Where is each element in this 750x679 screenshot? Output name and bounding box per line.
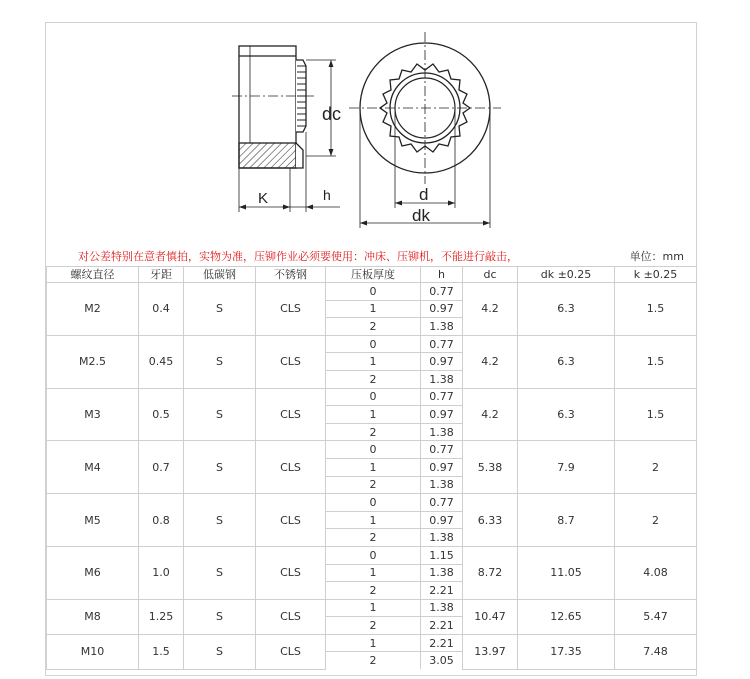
cell-steel: S xyxy=(184,441,256,494)
cell-h: 0.97 xyxy=(421,511,463,529)
cell-stainless: CLS xyxy=(256,494,326,547)
cell-thread: M6 xyxy=(47,546,139,599)
cell-k: 5.47 xyxy=(615,599,697,634)
cell-steel: S xyxy=(184,494,256,547)
cell-dc: 8.72 xyxy=(463,546,518,599)
cell-h: 1.38 xyxy=(421,476,463,494)
cell-plate-thickness: 0 xyxy=(326,335,421,353)
cell-pitch: 0.8 xyxy=(139,494,184,547)
table-row xyxy=(47,494,697,512)
column-header: 牙距 xyxy=(139,267,184,283)
table-row xyxy=(47,388,697,406)
cell-h: 1.38 xyxy=(421,564,463,582)
table-row xyxy=(47,441,697,459)
cell-plate-thickness: 2 xyxy=(326,423,421,441)
cell-k: 2 xyxy=(615,494,697,547)
cell-plate-thickness: 2 xyxy=(326,652,421,669)
cell-plate-thickness: 0 xyxy=(326,283,421,301)
unit-label: 单位：mm xyxy=(629,250,684,263)
cell-steel: S xyxy=(184,546,256,599)
cell-plate-thickness: 2 xyxy=(326,370,421,388)
cell-dk: 8.7 xyxy=(518,494,615,547)
cell-plate-thickness: 2 xyxy=(326,476,421,494)
column-header: dc xyxy=(463,267,518,283)
cell-h: 0.97 xyxy=(421,458,463,476)
cell-k: 2 xyxy=(615,441,697,494)
cell-plate-thickness: 1 xyxy=(326,599,421,617)
cell-pitch: 1.5 xyxy=(139,634,184,669)
cell-dc: 6.33 xyxy=(463,494,518,547)
column-header: 低碳钢 xyxy=(184,267,256,283)
cell-dc: 13.97 xyxy=(463,634,518,669)
cell-plate-thickness: 1 xyxy=(326,511,421,529)
cell-dk: 17.35 xyxy=(518,634,615,669)
technical-drawing xyxy=(46,23,696,245)
cell-k: 1.5 xyxy=(615,335,697,388)
cell-stainless: CLS xyxy=(256,546,326,599)
cell-plate-thickness: 0 xyxy=(326,441,421,459)
table-row xyxy=(47,546,697,564)
table-header-row xyxy=(47,267,697,283)
label-dc: dc xyxy=(322,104,342,124)
cell-stainless: CLS xyxy=(256,283,326,336)
cell-k: 7.48 xyxy=(615,634,697,669)
cell-h: 3.05 xyxy=(421,652,463,669)
column-header: 螺纹直径 xyxy=(47,267,139,283)
cell-plate-thickness: 1 xyxy=(326,300,421,318)
cell-steel: S xyxy=(184,634,256,669)
cell-plate-thickness: 1 xyxy=(326,353,421,371)
cell-pitch: 0.4 xyxy=(139,283,184,336)
cell-pitch: 1.25 xyxy=(139,599,184,634)
cell-pitch: 0.7 xyxy=(139,441,184,494)
cell-plate-thickness: 2 xyxy=(326,318,421,336)
cell-thread: M10 xyxy=(47,634,139,669)
cell-h: 2.21 xyxy=(421,617,463,635)
cell-h: 1.38 xyxy=(421,423,463,441)
cell-plate-thickness: 2 xyxy=(326,529,421,547)
cell-steel: S xyxy=(184,388,256,441)
cell-h: 0.77 xyxy=(421,441,463,459)
cell-h: 1.38 xyxy=(421,318,463,336)
cell-h: 1.15 xyxy=(421,546,463,564)
cell-dk: 6.3 xyxy=(518,283,615,336)
cell-pitch: 0.5 xyxy=(139,388,184,441)
cell-plate-thickness: 1 xyxy=(326,458,421,476)
cell-h: 1.38 xyxy=(421,529,463,547)
label-d: d xyxy=(419,185,429,204)
table-body xyxy=(47,283,697,670)
cell-dk: 12.65 xyxy=(518,599,615,634)
cell-dk: 6.3 xyxy=(518,335,615,388)
cell-pitch: 1.0 xyxy=(139,546,184,599)
column-header: dk ±0.25 xyxy=(518,267,615,283)
label-k: K xyxy=(258,190,269,207)
cell-thread: M8 xyxy=(47,599,139,634)
cell-h: 0.97 xyxy=(421,300,463,318)
cell-k: 1.5 xyxy=(615,388,697,441)
cell-plate-thickness: 0 xyxy=(326,546,421,564)
warning-text: 对公差特别在意者慎拍，实物为准，压铆作业必须要使用：冲床、压铆机，不能进行敲击， xyxy=(78,250,518,263)
cell-thread: M3 xyxy=(47,388,139,441)
cell-dc: 5.38 xyxy=(463,441,518,494)
cell-dk: 7.9 xyxy=(518,441,615,494)
label-dk: dk xyxy=(412,206,430,225)
cell-h: 2.21 xyxy=(421,634,463,652)
cell-k: 4.08 xyxy=(615,546,697,599)
table-row xyxy=(47,599,697,617)
cell-dc: 4.2 xyxy=(463,283,518,336)
cell-steel: S xyxy=(184,335,256,388)
cell-stainless: CLS xyxy=(256,388,326,441)
cell-k: 1.5 xyxy=(615,283,697,336)
table-row xyxy=(47,634,697,652)
cell-h: 0.77 xyxy=(421,388,463,406)
cell-h: 0.77 xyxy=(421,283,463,301)
cell-thread: M2 xyxy=(47,283,139,336)
hatched-section xyxy=(239,143,296,168)
cell-h: 0.97 xyxy=(421,406,463,424)
label-h: h xyxy=(323,187,331,203)
cell-dc: 4.2 xyxy=(463,335,518,388)
column-header: k ±0.25 xyxy=(615,267,697,283)
cell-h: 1.38 xyxy=(421,599,463,617)
cell-dk: 11.05 xyxy=(518,546,615,599)
cell-plate-thickness: 1 xyxy=(326,634,421,652)
notice-bar xyxy=(46,244,696,266)
column-header: h xyxy=(421,267,463,283)
cell-thread: M4 xyxy=(47,441,139,494)
cell-plate-thickness: 1 xyxy=(326,406,421,424)
cell-stainless: CLS xyxy=(256,634,326,669)
cell-dc: 10.47 xyxy=(463,599,518,634)
cell-thread: M2.5 xyxy=(47,335,139,388)
column-header: 不锈钢 xyxy=(256,267,326,283)
cell-plate-thickness: 1 xyxy=(326,564,421,582)
cell-h: 2.21 xyxy=(421,582,463,600)
cell-plate-thickness: 0 xyxy=(326,388,421,406)
cell-plate-thickness: 2 xyxy=(326,582,421,600)
cell-plate-thickness: 2 xyxy=(326,617,421,635)
table-row xyxy=(47,335,697,353)
cell-pitch: 0.45 xyxy=(139,335,184,388)
cell-steel: S xyxy=(184,283,256,336)
column-header: 压板厚度 xyxy=(326,267,421,283)
cell-dk: 6.3 xyxy=(518,388,615,441)
cell-plate-thickness: 0 xyxy=(326,494,421,512)
cell-stainless: CLS xyxy=(256,599,326,634)
spec-table xyxy=(46,266,697,670)
cell-h: 0.97 xyxy=(421,353,463,371)
cell-h: 0.77 xyxy=(421,335,463,353)
cell-dc: 4.2 xyxy=(463,388,518,441)
table-row xyxy=(47,283,697,301)
cell-h: 0.77 xyxy=(421,494,463,512)
cell-steel: S xyxy=(184,599,256,634)
cell-stainless: CLS xyxy=(256,335,326,388)
cell-stainless: CLS xyxy=(256,441,326,494)
cell-h: 1.38 xyxy=(421,370,463,388)
cell-thread: M5 xyxy=(47,494,139,547)
